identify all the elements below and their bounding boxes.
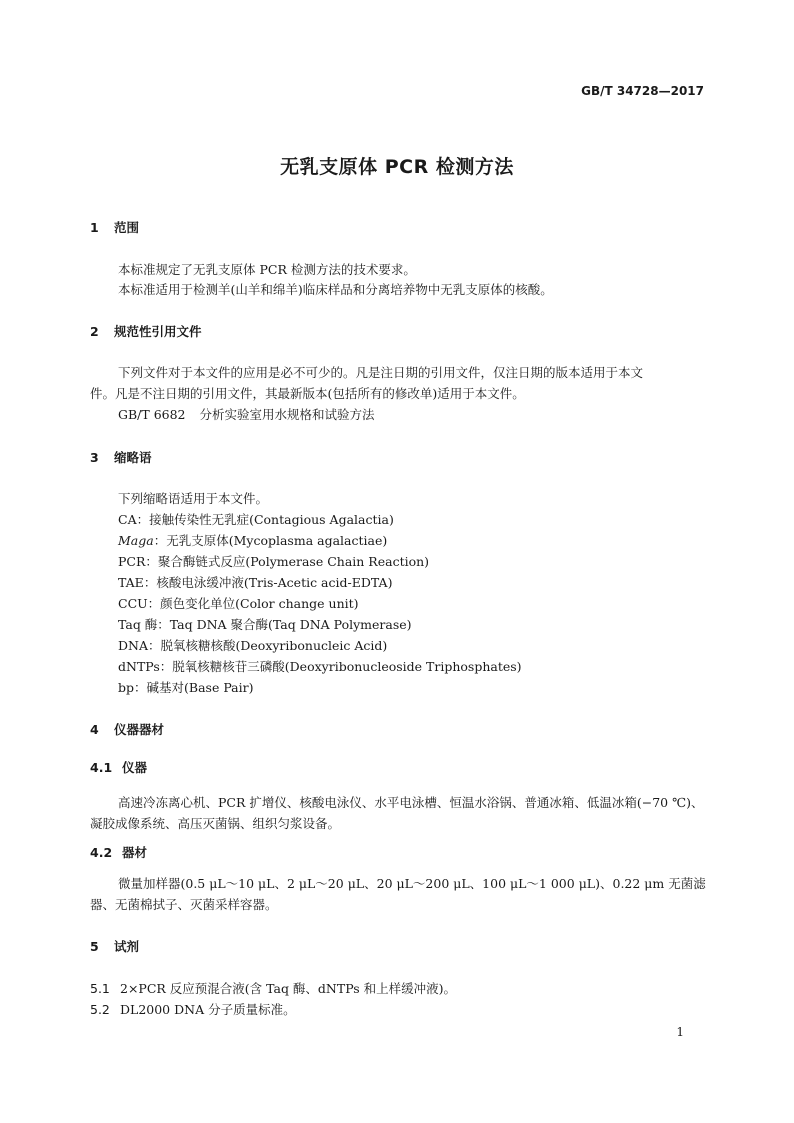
abbreviation-item [118,640,387,653]
subsection-number: 4.2 [90,845,113,860]
section-heading-4 [90,724,164,737]
section-number: 1 [90,220,99,235]
section-heading-5 [90,941,139,954]
abbreviation-term: Taq 酶 [118,617,158,632]
section-title: 规范性引用文件 [114,324,202,339]
subsection-title: 器材 [122,845,148,860]
abbreviation-item [118,661,522,674]
abbreviation-item [118,535,387,548]
section-title: 试剂 [114,939,140,954]
section-number: 4 [90,722,99,737]
abbreviation-definition: ：无乳支原体(Mycoplasma agalactiae) [153,533,388,548]
abbreviation-definition: ：接触传染性无乳症(Contagious Agalactia) [136,512,394,527]
abbreviation-term: CA [118,512,137,527]
item-text: 2×PCR 反应预混合液(含 Taq 酶、dNTPs 和上样缓冲液)。 [120,981,457,996]
abbreviation-definition: ：Taq DNA 聚合酶(Taq DNA Polymerase) [157,617,412,632]
abbreviation-term: dNTPs [118,659,160,674]
section-number: 2 [90,324,99,339]
reagent-item [90,983,456,996]
abbreviation-definition: ：脱氧核糖核酸(Deoxyribonucleic Acid) [148,638,388,653]
page-number: 1 [676,1025,684,1039]
section-heading-2 [90,326,202,339]
section-number: 3 [90,450,99,465]
section-title: 缩略语 [114,450,152,465]
paragraph: 下列缩略语适用于本文件。 [118,491,269,506]
abbreviation-term: TAE [118,575,144,590]
abbreviation-term: CCU [118,596,148,611]
abbreviation-term: bp [118,680,135,695]
abbreviation-definition: ：聚合酶链式反应(Polymerase Chain Reaction) [145,554,430,569]
abbreviation-definition: ：核酸电泳缓冲液(Tris-Acetic acid-EDTA) [143,575,393,590]
paragraph-line: 微量加样器(0.5 μL～10 μL、2 μL～20 μL、20 μL～200 μL、100 μL～1 000 μL)、0.22 μm 无菌滤 [118,876,706,891]
item-number: 5.2 [90,1002,110,1017]
paragraph-line: 件。凡是不注日期的引用文件，其最新版本(包括所有的修改单)适用于本文件。 [90,386,525,401]
reagent-item [90,1004,296,1017]
abbreviation-item [118,598,359,611]
abbreviation-term: DNA [118,638,148,653]
paragraph-line: 高速冷冻离心机、PCR 扩增仪、核酸电泳仪、水平电泳槽、恒温水浴锅、普通冰箱、低温冰箱(−70 ℃)、 [118,795,704,810]
abbreviation-definition: ：碱基对(Base Pair) [134,680,254,695]
subsection-heading-4-2 [90,847,147,860]
paragraph-line: 下列文件对于本文件的应用是必不可少的。凡是注日期的引用文件，仅注日期的版本适用于本文 [118,365,644,380]
section-title: 范围 [114,220,140,235]
abbreviation-item [118,619,412,632]
section-title: 仪器器材 [114,722,165,737]
paragraph-line: 器、无菌棉拭子、灭菌采样容器。 [90,897,278,912]
abbreviation-definition: ：脱氧核糖核苷三磷酸(Deoxyribonucleoside Triphosphates) [159,659,522,674]
abbreviation-term: Maga [118,533,154,548]
abbreviation-item [118,556,429,569]
section-number: 5 [90,939,99,954]
standard-number: GB/T 34728—2017 [581,84,704,98]
abbreviation-term: PCR [118,554,146,569]
subsection-title: 仪器 [122,760,148,775]
subsection-heading-4-1 [90,762,147,775]
abbreviation-item [118,682,253,695]
reference-title: 分析实验室用水规格和试验方法 [199,407,375,422]
document-title: 无乳支原体 PCR 检测方法 [280,156,514,178]
abbreviation-item [118,577,392,590]
paragraph-line: 凝胶成像系统、高压灭菌锅、组织匀浆设备。 [90,816,341,831]
subsection-number: 4.1 [90,760,113,775]
normative-reference [118,409,375,422]
item-number: 5.1 [90,981,110,996]
reference-code: GB/T 6682 [118,407,186,422]
section-heading-3 [90,452,152,465]
paragraph: 本标准规定了无乳支原体 PCR 检测方法的技术要求。 [118,262,416,277]
abbreviation-definition: ：颜色变化单位(Color change unit) [147,596,359,611]
paragraph: 本标准适用于检测羊(山羊和绵羊)临床样品和分离培养物中无乳支原体的核酸。 [118,282,553,297]
abbreviation-item [118,514,394,527]
section-heading-1 [90,222,139,235]
item-text: DL2000 DNA 分子质量标准。 [120,1002,296,1017]
